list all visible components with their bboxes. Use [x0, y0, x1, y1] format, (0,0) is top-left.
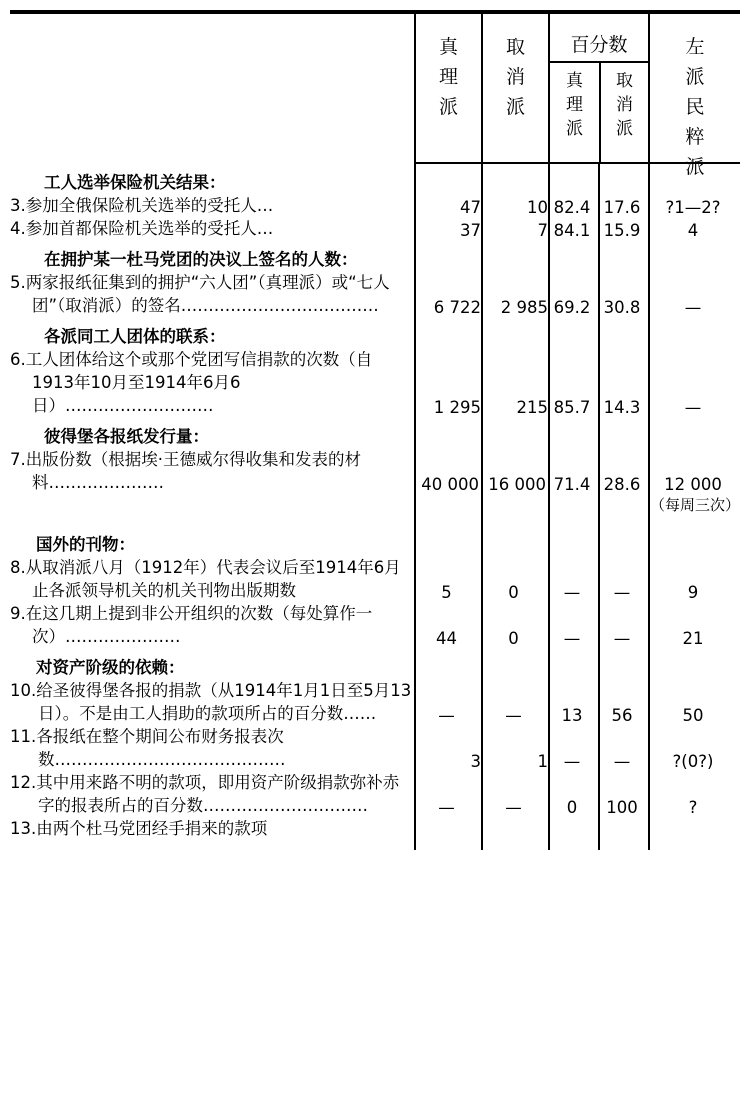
row-13-liquidator	[482, 817, 549, 850]
row-text-12: 其中用来路不明的款项，即用资产阶级捐款弥补赤字的报表所占的百分数…………………………	[36, 773, 400, 815]
row-number-5: 5.	[10, 273, 26, 292]
section-liquidator	[482, 525, 549, 556]
header-pravda-char-3: 派	[438, 96, 458, 118]
section-pravda	[415, 525, 482, 556]
row-number-6: 6.	[10, 350, 26, 369]
row-5-liquidator: 2 985	[482, 271, 549, 317]
header-left-char-4: 粹	[685, 126, 705, 148]
header-blank-cell	[10, 14, 415, 163]
table-section-row	[10, 525, 740, 556]
header-liquidator-char-3: 派	[505, 96, 525, 118]
section-label: 工人选举保险机关结果：	[44, 173, 226, 192]
row-number-12: 12.	[10, 773, 37, 792]
row-12-pct2: 100	[599, 771, 649, 817]
header-pravda-char-1: 真	[438, 36, 458, 58]
row-8-left: 9	[649, 556, 740, 602]
section-pct2	[599, 525, 649, 556]
row-10-liquidator: —	[482, 679, 549, 725]
table-row	[10, 725, 740, 771]
table-row	[10, 602, 740, 648]
row-11-left: ?(0?)	[649, 725, 740, 771]
note-pct1	[549, 494, 599, 515]
row-number-8: 8.	[10, 558, 26, 577]
row-label-7	[10, 448, 415, 494]
section-pravda	[415, 648, 482, 679]
header-pravda-char-2: 理	[438, 66, 458, 88]
table-row	[10, 448, 740, 494]
row-5-pct1: 69.2	[549, 271, 599, 317]
header-percent-title: 百分数	[570, 34, 628, 56]
row-12-liquidator: —	[482, 771, 549, 817]
row-12-left: ?	[649, 771, 740, 817]
header-percent-pravda-char-1: 真	[565, 71, 583, 91]
row-label-6	[10, 348, 415, 417]
row-text-6: 工人团体给这个或那个党团写信捐款的次数（自1913年10月至1914年6月6日）………………………	[25, 350, 373, 415]
row-6-pravda: 1 295	[415, 348, 482, 417]
section-pct1	[549, 417, 599, 448]
statistics-table	[10, 14, 740, 850]
row-text-10: 给圣彼得堡各报的捐款（从1914年1月1日至5月13日）。不是由工人捐助的款项所占的百分数……	[36, 681, 412, 723]
row-6-pct2: 14.3	[599, 348, 649, 417]
section-pravda	[415, 163, 482, 194]
row-10-pravda: —	[415, 679, 482, 725]
row-9-liquidator: 0	[482, 602, 549, 648]
row-3-pct2: 17.6	[599, 194, 649, 217]
section-pct1	[549, 240, 599, 271]
row-5-pct2: 30.8	[599, 271, 649, 317]
row-13-left	[649, 817, 740, 850]
header-percent-liquidator	[599, 63, 648, 162]
section-liquidator	[482, 417, 549, 448]
row-4-pct1: 84.1	[549, 217, 599, 240]
row-9-pct2: —	[599, 602, 649, 648]
row-13-pct1	[549, 817, 599, 850]
header-liquidator-char-1: 取	[505, 36, 525, 58]
row-8-pct1: —	[549, 556, 599, 602]
row-7-pravda: 40 000	[415, 448, 482, 494]
row-11-liquidator: 1	[482, 725, 549, 771]
section-left	[649, 417, 740, 448]
row-4-liquidator: 7	[482, 217, 549, 240]
row-text-3: 参加全俄保险机关选举的受托人…	[25, 196, 274, 215]
table-section-row	[10, 317, 740, 348]
row-label-4	[10, 217, 415, 240]
row-3-pravda: 47	[415, 194, 482, 217]
note-left-frequency: （每周三次）	[650, 496, 741, 514]
table-section-row	[10, 648, 740, 679]
section-left	[649, 525, 740, 556]
note-label-blank	[10, 494, 415, 515]
row-8-pravda: 5	[415, 556, 482, 602]
header-left-char-1: 左	[685, 36, 705, 58]
row-12-pravda: —	[415, 771, 482, 817]
note-pct2	[599, 494, 649, 515]
header-percent-pravda-char-2: 理	[565, 95, 583, 115]
section-left	[649, 648, 740, 679]
section-pravda	[415, 240, 482, 271]
section-pct2	[599, 317, 649, 348]
spacer-left	[649, 515, 740, 525]
row-10-pct1: 13	[549, 679, 599, 725]
row-9-pravda: 44	[415, 602, 482, 648]
section-pct2	[599, 163, 649, 194]
table-row	[10, 771, 740, 817]
table-section-row	[10, 417, 740, 448]
row-8-liquidator: 0	[482, 556, 549, 602]
spacer-pct1	[549, 515, 599, 525]
header-pravda	[415, 14, 482, 163]
table-row	[10, 556, 740, 602]
row-7-left: 12 000	[649, 448, 740, 494]
header-left-char-3: 民	[685, 96, 705, 118]
row-7-pct2: 28.6	[599, 448, 649, 494]
row-number-10: 10.	[10, 681, 37, 700]
row-8-pct2: —	[599, 556, 649, 602]
section-pct1	[549, 163, 599, 194]
row-label-5	[10, 271, 415, 317]
note-pravda	[415, 494, 482, 515]
table-row	[10, 271, 740, 317]
section-pct2	[599, 648, 649, 679]
header-percent-pravda-char-3: 派	[565, 119, 583, 139]
row-9-pct1: —	[549, 602, 599, 648]
section-liquidator	[482, 317, 549, 348]
header-left-char-2: 派	[685, 66, 705, 88]
section-pravda	[415, 417, 482, 448]
table-row	[10, 679, 740, 725]
table-row	[10, 194, 740, 217]
row-11-pct1: —	[549, 725, 599, 771]
row-text-13: 由两个杜马党团经手捐来的款项	[36, 819, 268, 838]
section-label: 对资产阶级的依赖：	[36, 658, 185, 677]
row-label-3	[10, 194, 415, 217]
header-left-char-5: 派	[685, 156, 705, 178]
spacer-liquidator	[482, 515, 549, 525]
table-row	[10, 817, 740, 850]
row-5-pravda: 6 722	[415, 271, 482, 317]
row-3-left: ?1—2?	[649, 194, 740, 217]
section-label: 在拥护某一杜马党团的决议上签名的人数：	[44, 250, 358, 269]
section-label: 彼得堡各报纸发行量：	[44, 427, 209, 446]
table-header-row	[10, 14, 740, 163]
row-13-pct2	[599, 817, 649, 850]
table-row	[10, 348, 740, 417]
row-number-13: 13.	[10, 819, 37, 838]
spacer-pct2	[599, 515, 649, 525]
row-text-9: 在这几期上提到非公开组织的次数（每处算作一次）…………………	[25, 604, 373, 646]
table-section-row	[10, 240, 740, 271]
row-3-liquidator: 10	[482, 194, 549, 217]
row-number-3: 3.	[10, 196, 26, 215]
row-10-left: 50	[649, 679, 740, 725]
section-pct2	[599, 417, 649, 448]
row-11-pct2: —	[599, 725, 649, 771]
row-label-11	[10, 725, 415, 771]
section-pct2	[599, 240, 649, 271]
section-left	[649, 317, 740, 348]
header-liquidator-char-2: 消	[505, 66, 525, 88]
row-label-13	[10, 817, 415, 850]
note-liquidator	[482, 494, 549, 515]
header-left-narodnik	[649, 14, 740, 178]
row-9-left: 21	[649, 602, 740, 648]
row-4-pct2: 15.9	[599, 217, 649, 240]
row-13-pravda	[415, 817, 482, 850]
row-text-5: 两家报纸征集到的拥护“六人团”（真理派）或“七人团”（取消派）的签名………………………………	[25, 273, 390, 315]
row-10-pct2: 56	[599, 679, 649, 725]
row-4-pravda: 37	[415, 217, 482, 240]
row-number-7: 7.	[10, 450, 26, 469]
row-7-liquidator: 16 000	[482, 448, 549, 494]
table-row	[10, 217, 740, 240]
statistics-table-wrapper	[10, 14, 740, 850]
row-label-10	[10, 679, 415, 725]
table-section-row	[10, 163, 740, 194]
section-left	[649, 240, 740, 271]
row-12-pct1: 0	[549, 771, 599, 817]
header-percent-pravda	[550, 63, 599, 162]
row-3-pct1: 82.4	[549, 194, 599, 217]
section-pct1	[549, 525, 599, 556]
header-percent-group	[549, 14, 649, 163]
row-text-7: 出版份数（根据埃·王德威尔得收集和发表的材料…………………	[25, 450, 361, 492]
header-percent-liquidator-char-3: 派	[615, 119, 633, 139]
row-label-9	[10, 602, 415, 648]
row-6-left: —	[649, 348, 740, 417]
section-label: 国外的刊物：	[36, 535, 135, 554]
header-percent-liquidator-char-1: 取	[615, 71, 633, 91]
row-5-left: —	[649, 271, 740, 317]
row-label-8	[10, 556, 415, 602]
section-pct1	[549, 648, 599, 679]
section-label: 各派同工人团体的联系：	[44, 327, 226, 346]
row-6-liquidator: 215	[482, 348, 549, 417]
row-number-4: 4.	[10, 219, 26, 238]
row-text-11: 各报纸在整个期间公布财务报表次数……………………………………	[36, 727, 286, 769]
section-liquidator	[482, 648, 549, 679]
row-text-4: 参加首都保险机关选举的受托人…	[25, 219, 274, 238]
row-4-left: 4	[649, 217, 740, 240]
row-label-12	[10, 771, 415, 817]
section-liquidator	[482, 163, 549, 194]
section-pravda	[415, 317, 482, 348]
row-text-8: 从取消派八月（1912年）代表会议后至1914年6月止各派领导机关的机关刊物出版期数	[25, 558, 401, 600]
table-spacer-row	[10, 515, 740, 525]
row-11-pravda: 3	[415, 725, 482, 771]
section-liquidator	[482, 240, 549, 271]
row-number-11: 11.	[10, 727, 37, 746]
spacer-pravda	[415, 515, 482, 525]
row-number-9: 9.	[10, 604, 26, 623]
spacer-label	[10, 515, 415, 525]
header-liquidator	[482, 14, 549, 163]
table-note-row	[10, 494, 740, 515]
header-percent-liquidator-char-2: 消	[615, 95, 633, 115]
row-6-pct1: 85.7	[549, 348, 599, 417]
section-pct1	[549, 317, 599, 348]
row-7-pct1: 71.4	[549, 448, 599, 494]
